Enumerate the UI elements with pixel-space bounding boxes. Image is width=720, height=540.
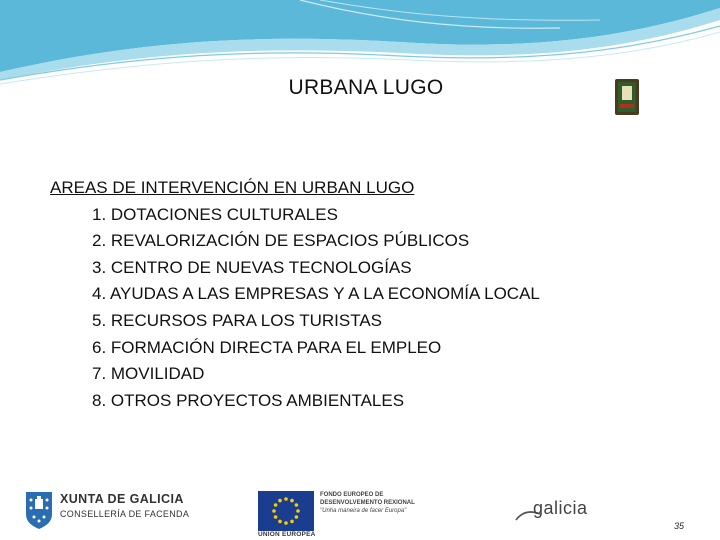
list-item: 7. MOVILIDAD	[92, 364, 205, 384]
areas-list	[50, 202, 540, 415]
xunta-name: XUNTA DE GALICIA	[60, 492, 184, 506]
list-item: 2. REVALORIZACIÓN DE ESPACIOS PÚBLICOS	[92, 231, 470, 251]
list-item: 5. RECURSOS PARA LOS TURISTAS	[92, 310, 383, 330]
eu-flag-icon	[258, 491, 314, 531]
eu-caption: UNIÓN EUROPEA	[258, 531, 316, 538]
xunta-shield-icon	[24, 490, 54, 530]
xunta-department: CONSELLERÍA DE FACENDA	[60, 509, 190, 519]
list-item: 6. FORMACIÓN DIRECTA PARA EL EMPLEO	[92, 337, 442, 357]
section-heading: AREAS DE INTERVENCIÓN EN URBAN LUGO	[50, 178, 415, 197]
list-item: 1. DOTACIONES CULTURALES	[92, 204, 338, 224]
feder-line2: DESENVOLVEMENTO REXIONAL	[320, 500, 415, 506]
content-block	[50, 175, 540, 414]
feder-line1: FONDO EUROPEO DE	[320, 492, 384, 498]
xunta-text	[60, 492, 189, 522]
feder-motto: "Unha maneira de facer Europa"	[320, 508, 407, 514]
page-number: 35	[674, 521, 685, 531]
galicia-logo-text: galicia	[533, 498, 588, 518]
page-title: URBANA LUGO	[288, 76, 444, 99]
list-item: 3. CENTRO DE NUEVAS TECNOLOGÍAS	[92, 257, 412, 277]
footer	[0, 484, 720, 540]
book-logo	[614, 78, 640, 116]
list-item: 4. AYUDAS A LAS EMPRESAS Y A LA ECONOMÍA LOCAL	[92, 284, 540, 304]
list-item: 8. OTROS PROYECTOS AMBIENTALES	[92, 390, 405, 410]
feder-text	[320, 491, 415, 515]
